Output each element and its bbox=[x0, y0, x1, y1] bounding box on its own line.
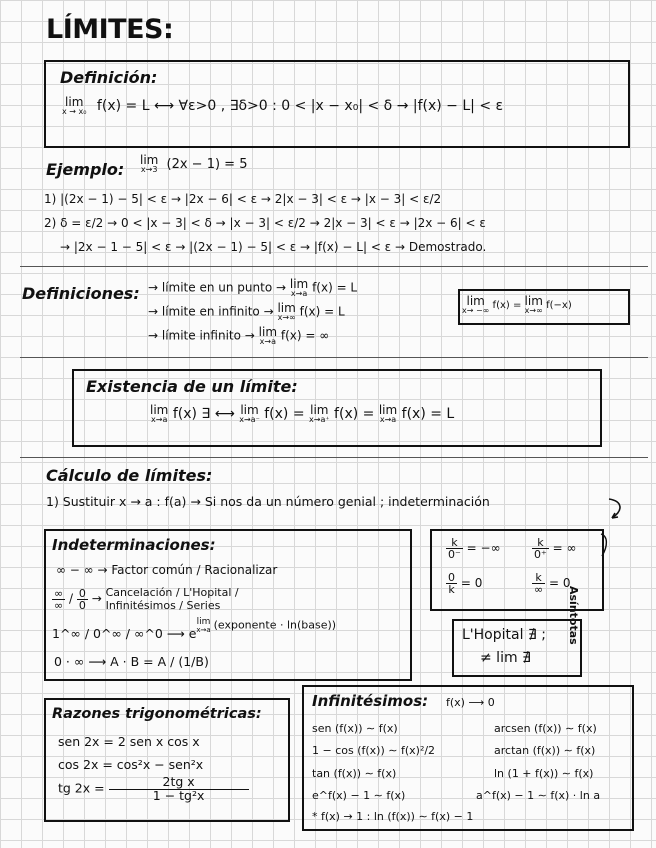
lim-sub: x→a bbox=[196, 626, 211, 634]
definiciones-item-text: → límite en un punto → bbox=[148, 280, 287, 295]
existencia-heading: Existencia de un límite: bbox=[86, 377, 298, 396]
definiciones-symmetry bbox=[462, 295, 572, 315]
frac-num: 0 bbox=[78, 586, 86, 600]
lim-label: lim bbox=[150, 403, 169, 417]
indeterminaciones-row-3 bbox=[52, 617, 337, 641]
lim-label: lim bbox=[140, 153, 159, 167]
lim-label: lim bbox=[240, 403, 259, 417]
asintota-result: = 0 bbox=[460, 576, 483, 590]
infinitesimos-condition: f(x) ⟶ 0 bbox=[446, 696, 495, 709]
asintota-item-4 bbox=[532, 572, 571, 595]
existencia-part-4: f(x) = L bbox=[401, 406, 455, 422]
ejemplo-line-2: 2) δ = ε/2 → 0 < |x − 3| < δ → |x − 3| < ε/2 → 2|x − 3| < ε → |2x − 6| < ε bbox=[44, 216, 486, 230]
definiciones-item-tail: f(x) = L bbox=[312, 280, 358, 295]
infinitesimo-left: e^f(x) − 1 ∼ f(x) bbox=[312, 789, 406, 802]
bracket-arrow-icon bbox=[600, 532, 610, 562]
definicion-formula bbox=[62, 96, 503, 116]
lim-sub: x→∞ bbox=[524, 306, 543, 315]
definicion-heading: Definición: bbox=[60, 68, 158, 87]
frac-den: ∞ bbox=[54, 598, 64, 612]
frac-den: k bbox=[448, 583, 455, 596]
lim-sub: x→a⁻ bbox=[239, 415, 260, 424]
razones-line-3 bbox=[58, 776, 249, 802]
page-title: LÍMITES: bbox=[46, 14, 174, 45]
indeterminaciones-row-4: 0 · ∞ ⟶ A · B = A / (1/B) bbox=[54, 654, 209, 669]
infinitesimo-right: arcsen (f(x)) ∼ f(x) bbox=[494, 722, 597, 735]
frac-num: k bbox=[532, 537, 549, 549]
lhopital-line-1: L'Hopital ∄ ; bbox=[462, 627, 546, 643]
lim-label: lim bbox=[289, 277, 309, 291]
definicion-expression: f(x) = L ⟷ ∀ε>0 , ∃δ>0 : 0 < |x − x₀| < δ → |f(x) − L| < ε bbox=[96, 98, 504, 114]
lim-sub: x→ −∞ bbox=[462, 306, 490, 315]
lim-label: lim bbox=[310, 403, 329, 417]
existencia-part-2: f(x) = bbox=[264, 406, 305, 422]
lim-sub: x→a bbox=[151, 415, 168, 424]
asintota-item-1 bbox=[446, 537, 501, 560]
indeterminaciones-row-2-text-2: Infinitésimos / Series bbox=[105, 599, 221, 613]
lim-label: lim bbox=[466, 294, 485, 308]
ejemplo-line-3: → |2x − 1 − 5| < ε → |(2x − 1) − 5| < ε → |f(x) − L| < ε → Demostrado. bbox=[60, 240, 487, 254]
definiciones-heading: Definiciones: bbox=[22, 284, 140, 303]
divider bbox=[20, 266, 648, 267]
indeterminaciones-row-2-text-1: Cancelación / L'Hopital / bbox=[105, 586, 239, 599]
razones-line-1: sen 2x = 2 sen x cos x bbox=[58, 734, 200, 749]
indeterminaciones-heading: Indeterminaciones: bbox=[52, 536, 216, 554]
existencia-part-1: f(x) ∃ ⟷ bbox=[172, 406, 235, 422]
frac-den: 0⁺ bbox=[534, 548, 547, 561]
definiciones-item-text: → límite infinito → bbox=[148, 328, 255, 343]
infinitesimo-right: a^f(x) − 1 ∼ f(x) · ln a bbox=[476, 789, 601, 802]
lim-label: lim bbox=[277, 301, 296, 315]
infinitesimo-right: arctan (f(x)) ∼ f(x) bbox=[494, 744, 596, 757]
indeterminaciones-row-1: ∞ − ∞ → Factor común / Racionalizar bbox=[56, 563, 278, 577]
lim-sub: x→a⁺ bbox=[309, 415, 330, 424]
divider bbox=[20, 457, 648, 458]
indeterminaciones-row-3-text: 1^∞ / 0^∞ / ∞^0 ⟶ e bbox=[52, 626, 197, 641]
definiciones-item-text: → límite en infinito → bbox=[148, 304, 274, 319]
infinitesimo-left: tan (f(x)) ∼ f(x) bbox=[312, 767, 397, 780]
lim-sub: x→a bbox=[259, 337, 276, 346]
calculo-heading: Cálculo de límites: bbox=[46, 466, 213, 485]
infinitesimo-left: 1 − cos (f(x)) ∼ f(x)²/2 bbox=[312, 744, 436, 757]
lim-sub: x→a bbox=[379, 415, 397, 424]
symmetry-tail: f(−x) bbox=[546, 300, 572, 311]
frac-num: 0 bbox=[448, 571, 455, 584]
lhopital-line-2: ≠ lim ∄ bbox=[480, 650, 531, 666]
frac-num: 2tg x bbox=[109, 776, 249, 790]
frac-num: k bbox=[446, 537, 463, 549]
existencia-part-3: f(x) = bbox=[334, 406, 375, 422]
definiciones-item-tail: f(x) = L bbox=[299, 304, 345, 319]
razones-heading: Razones trigonométricas: bbox=[52, 706, 262, 722]
infinitesimo-right: ln (1 + f(x)) ∼ f(x) bbox=[494, 767, 594, 780]
lim-sub: x→∞ bbox=[277, 313, 296, 322]
definiciones-item-2 bbox=[148, 302, 345, 322]
lim-label: lim bbox=[65, 95, 84, 109]
lim-label: lim bbox=[378, 403, 398, 417]
existencia-formula bbox=[150, 404, 454, 424]
curved-arrow-icon bbox=[606, 496, 628, 524]
razones-line-2: cos 2x = cos²x − sen²x bbox=[58, 757, 204, 772]
infinitesimos-heading: Infinitésimos: bbox=[312, 692, 429, 710]
definiciones-item-3 bbox=[148, 326, 329, 346]
frac-num: ∞ bbox=[54, 586, 64, 600]
frac-den: 0 bbox=[78, 598, 86, 612]
definiciones-item-tail: f(x) = ∞ bbox=[280, 328, 330, 343]
frac-den: 0⁻ bbox=[448, 548, 461, 561]
ejemplo-expression: (2x − 1) = 5 bbox=[166, 156, 248, 172]
asintota-result: = ∞ bbox=[552, 541, 577, 555]
lim-label: lim bbox=[196, 617, 211, 627]
frac-den: ∞ bbox=[534, 583, 544, 596]
indeterminaciones-row-2: $\frac{\infty}{\infty}$ / $\frac{0}{0}$ → Cancelación / L'Hopital / Infinitésimos / Series bbox=[54, 586, 239, 613]
ejemplo-limit bbox=[140, 154, 247, 174]
indeterminaciones-row-3-exp: (exponente · ln(base)) bbox=[213, 618, 337, 632]
frac-num: k bbox=[532, 572, 545, 584]
lim-sub: x→a bbox=[290, 289, 308, 298]
infinitesimo-last: * f(x) → 1 : ln (f(x)) ∼ f(x) − 1 bbox=[312, 810, 474, 823]
lim-sub: x → x₀ bbox=[62, 107, 87, 116]
asintota-result: = 0 bbox=[549, 576, 571, 590]
symmetry-mid: f(x) = bbox=[492, 300, 522, 311]
asintota-result: = −∞ bbox=[466, 541, 501, 555]
divider bbox=[20, 357, 648, 358]
lim-label: lim bbox=[524, 294, 543, 308]
tg-left: tg 2x = bbox=[58, 780, 105, 796]
asintota-item-3 bbox=[446, 572, 482, 595]
ejemplo-heading: Ejemplo: bbox=[46, 160, 125, 179]
asintotas-label: Asíntotas bbox=[567, 586, 580, 645]
lim-label: lim bbox=[258, 325, 278, 339]
asintota-item-2 bbox=[532, 537, 577, 560]
frac-den: 1 − tg²x bbox=[152, 787, 205, 803]
definiciones-item-1 bbox=[148, 278, 357, 298]
calculo-line: 1) Sustituir x → a : f(a) → Si nos da un número genial ; indeterminación bbox=[46, 494, 490, 509]
ejemplo-line-1: 1) |(2x − 1) − 5| < ε → |2x − 6| < ε → 2|x − 3| < ε → |x − 3| < ε/2 bbox=[44, 192, 442, 206]
lim-sub: x→3 bbox=[140, 165, 158, 174]
infinitesimo-left: sen (f(x)) ∼ f(x) bbox=[312, 722, 398, 735]
